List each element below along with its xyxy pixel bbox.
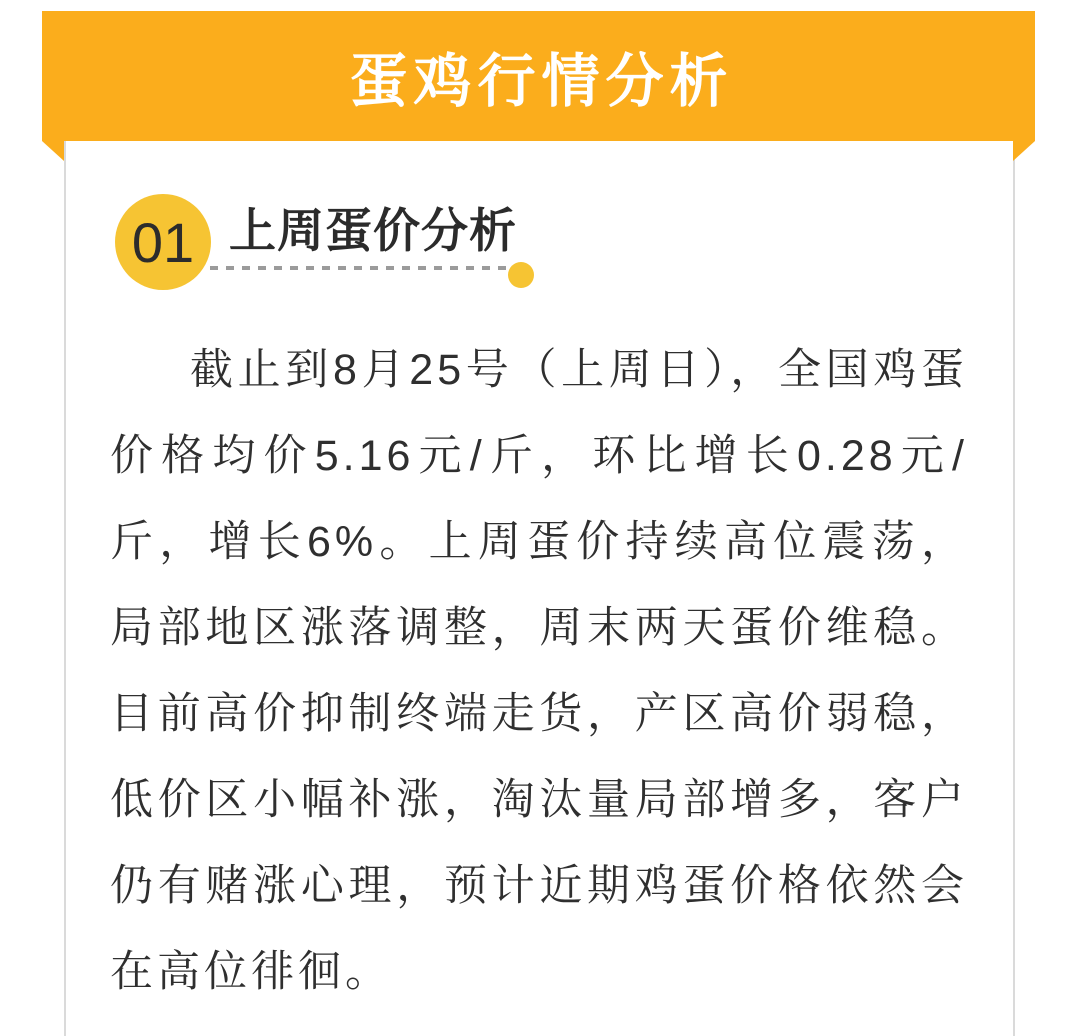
dashed-underline xyxy=(210,266,510,270)
ribbon-fold-left xyxy=(42,141,64,161)
underline-end-dot xyxy=(508,262,534,288)
title-banner xyxy=(42,11,1035,141)
section-number: 01 xyxy=(131,210,195,274)
section-number-badge xyxy=(115,194,211,290)
article-paragraph: 截止到8月25号（上周日），全国鸡蛋价格均价5.16元/斤，环比增长0.28元/斤，增长6%。上周蛋价持续高位震荡，局部地区涨落调整，周末两天蛋价维稳。目前高价抑制终端走货，产区高价弱稳，低价区小幅补涨，淘汰量局部增多，客户仍有赌涨心理，预计近期鸡蛋价格依然会在高位徘徊。 xyxy=(110,346,968,996)
page-title: 蛋鸡行情分析 xyxy=(349,49,734,114)
section-title: 上周蛋价分析 xyxy=(229,204,517,257)
ribbon-fold-right xyxy=(1013,141,1035,161)
